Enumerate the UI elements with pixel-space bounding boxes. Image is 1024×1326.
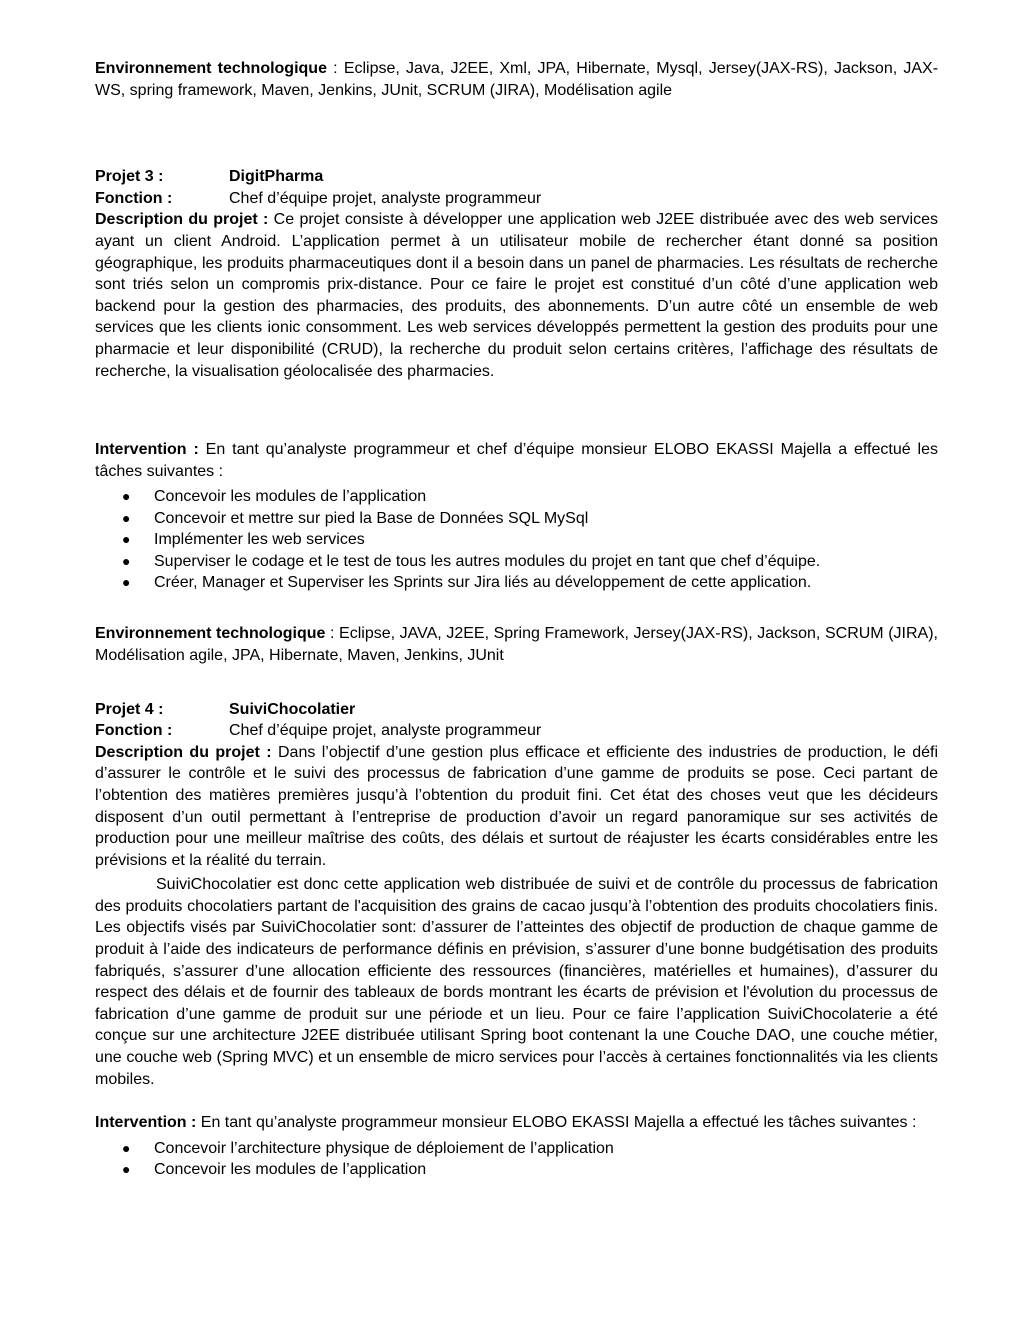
task-text: Concevoir les modules de l’application <box>154 1161 427 1179</box>
projet3-desc-label: Description du projet : <box>95 211 269 229</box>
projet4-task-list <box>95 1138 938 1181</box>
projet4-desc-label: Description du projet : <box>95 743 272 761</box>
env-paragraph-previous <box>95 58 938 101</box>
projet4-intervention-text: En tant qu’analyste programmeur monsieur ELOBO EKASSI Majella a effectué les tâches suivantes : <box>196 1114 917 1132</box>
task-text: Créer, Manager et Superviser les Sprints sur Jira liés au développement de cette application. <box>154 573 812 591</box>
projet3-task-list <box>95 486 938 593</box>
projet4-fonction-label: Fonction : <box>95 722 173 740</box>
projet4-label: Projet 4 : <box>95 700 164 718</box>
list-item <box>95 551 938 572</box>
projet4-name: SuiviChocolatier <box>229 700 356 718</box>
bullet-icon: ● <box>122 488 131 505</box>
projet3-label: Projet 3 : <box>95 168 164 186</box>
list-item <box>95 1138 938 1159</box>
projet3-intervention <box>95 439 938 482</box>
env-text: Eclipse, JAVA, J2EE, Spring Framework, Jersey(JAX-RS), Jackson, SCRUM (JIRA), Modélisation agile, JPA, Hibernate, Maven, Jenkins, JUnit <box>95 625 939 664</box>
projet3-intervention-text: En tant qu’analyste programmeur et chef d’équipe monsieur ELOBO EKASSI Majella a effectué les tâches suivantes : <box>95 441 938 480</box>
list-item <box>95 529 938 550</box>
projet3-desc-text: Ce projet consiste à développer une application web J2EE distribuée avec des web services ayant un client Android. L’application permet à un utilisateur mobile de rechercher étant donné sa position géographique, les produits pharmaceutiques dont il a besoin dans un panel de pharmacies. Les résultats de recherche sont triés selon un compromis prix-distance. Pour ce faire le projet est constitué d’un côté d’une application web backend pour la gestion des pharmacies, des produits, des abonnements. D’un autre côté un ensemble de web services que les clients ionic consomment. Les web services développés permettent la gestion des produits pour une pharmacie et leur disponibilité (CRUD), la recherche du produit selon certains critères, l’affichage des résultats de recherche, la visualisation géolocalisée des pharmacies. <box>95 211 939 380</box>
projet3-title-row <box>95 166 938 188</box>
bullet-icon: ● <box>122 509 131 526</box>
list-item <box>95 1159 938 1180</box>
list-item <box>95 486 938 507</box>
projet3-name: DigitPharma <box>229 168 324 186</box>
task-text: Concevoir les modules de l’application <box>154 488 427 506</box>
bullet-icon: ● <box>122 1161 131 1178</box>
bullet-icon: ● <box>122 573 131 590</box>
list-item <box>95 508 938 529</box>
env-separator: : <box>325 625 340 643</box>
env-label: Environnement technologique <box>95 60 327 77</box>
projet3-env-paragraph <box>95 623 938 666</box>
projet4-desc-text: Dans l’objectif d’une gestion plus efficace et efficiente des industries de production, le défi d’assurer le contrôle et le suivi des processus de fabrication d’une gamme de produits se pose. Ceci partant de l’obtention des matières premières jusqu’à l’obtention du produit fini. Cet état des choses veut que les décideurs disposent d’un outil permettant à l’entreprise de production d’avoir un regard panoramique sur ses activités de production pour une meilleur maîtrise des coûts, des délais et surtout de réajuster les écarts considérables entre les prévisions et la réalité du terrain. <box>95 743 939 869</box>
task-text: Superviser le codage et le test de tous les autres modules du projet en tant que chef d’équipe. <box>154 552 821 570</box>
projet3-fonction-value: Chef d’équipe projet, analyste programmeur <box>229 189 542 207</box>
env-text: Eclipse, Java, J2EE, Xml, JPA, Hibernate, Mysql, Jersey(JAX-RS), Jackson, JAX-WS, spring framework, Maven, Jenkins, JUnit, SCRUM (JIRA), Modélisation agile <box>95 60 939 99</box>
projet3-description <box>95 209 938 382</box>
projet3-fonction-row <box>95 188 938 210</box>
projet4-description <box>95 742 938 872</box>
projet4-description-para2: SuiviChocolatier est donc cette application web distribuée de suivi et de contrôle du processus de fabrication des produits chocolatiers partant de l'acquisition des grains de cacao jusqu’à l’obtention des produits chocolatiers finis. Les objectifs visés par SuiviChocolatier sont: d’assurer de l’atteintes des objectif de production de chaque gamme de produit à l’aide des indicateurs de performance définis en prévision, s’assurer d’une bonne budgétisation des produits fabriqués, s’assurer d’une allocation efficiente des ressources (financières, matérielles et humaines), d’assurer du respect des délais et de fournir des tableaux de bords montrant les écarts de prévision et l'évolution du processus de fabrication d’une gamme de produit sur une période et un lieu. Pour ce faire l’application SuiviChocolaterie a été conçue sur une architecture J2EE distribuée utilisant Spring boot contenant la une Couche DAO, une couche métier, une couche web (Spring MVC) et un ensemble de micro services pour l’accès à certaines fonctionnalités via les clients mobiles. <box>95 876 938 1088</box>
projet4-title-row <box>95 699 938 721</box>
bullet-icon: ● <box>122 1139 131 1156</box>
projet4-intervention-label: Intervention : <box>95 1114 197 1132</box>
env-label: Environnement technologique <box>95 625 326 643</box>
projet4-intervention <box>95 1112 938 1134</box>
env-separator: : <box>326 60 344 77</box>
projet4-fonction-row <box>95 720 938 742</box>
list-item <box>95 572 938 593</box>
projet3-intervention-label: Intervention : <box>95 441 199 459</box>
document-page <box>95 58 938 1181</box>
bullet-icon: ● <box>122 552 131 569</box>
bullet-icon: ● <box>122 531 131 548</box>
task-text: Implémenter les web services <box>154 531 365 549</box>
projet3-fonction-label: Fonction : <box>95 189 173 207</box>
task-text: Concevoir et mettre sur pied la Base de Données SQL MySql <box>154 509 589 527</box>
task-text: Concevoir l’architecture physique de déploiement de l’application <box>154 1139 614 1157</box>
projet4-fonction-value: Chef d’équipe projet, analyste programmeur <box>229 722 542 740</box>
